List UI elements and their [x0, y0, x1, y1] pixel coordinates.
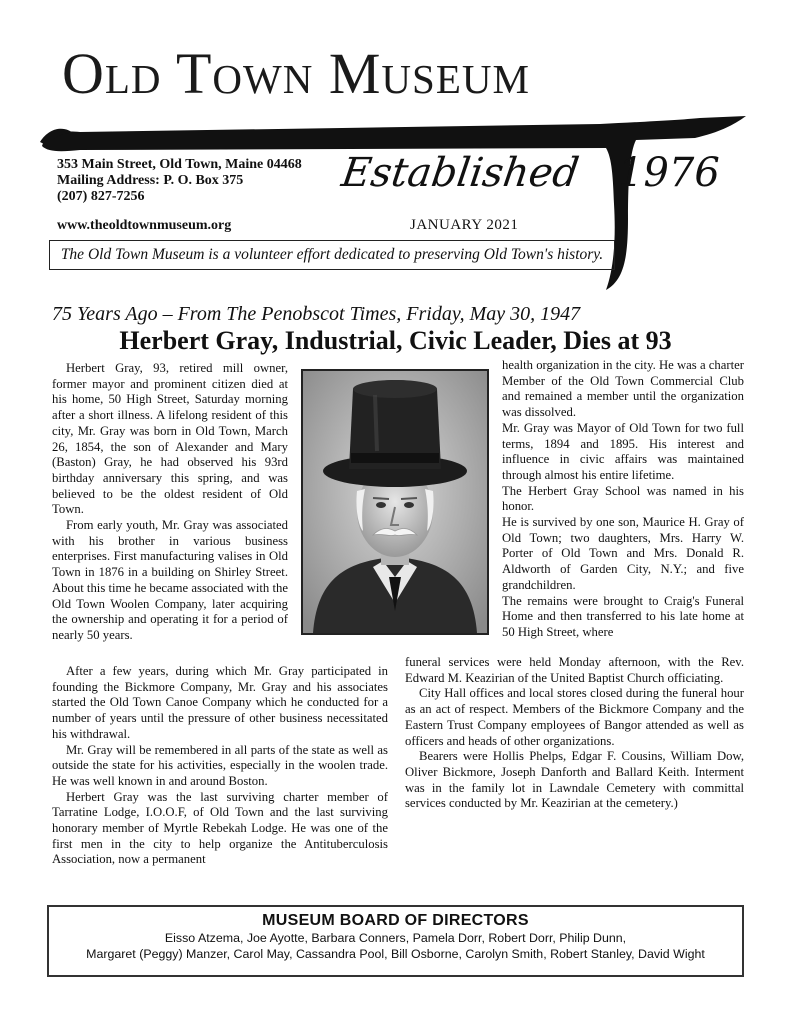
board-of-directors-box [47, 905, 744, 977]
website-link[interactable]: www.theoldtownmuseum.org [57, 218, 232, 233]
paragraph: Mr. Gray was Mayor of Old Town for two full terms, 1894 and 1895. His interest and influence in civic affairs was maintained through almost his entire lifetime. [502, 420, 744, 482]
article-column-left-bottom [52, 664, 388, 868]
masthead-title: Old Town Museum [62, 41, 530, 106]
portrait-photo [301, 369, 489, 635]
paragraph: From early youth, Mr. Gray was associated with his brother in various business enterprises. First manufacturing valises in Old Town in 1876 in a building on Shirley Street. About this time he became associated with the Old Town Woolen Company, later acquiring the ownership and operating it for a period of nearly 50 years. [52, 518, 288, 642]
established-year: 1976 [618, 150, 720, 196]
paragraph: He is survived by one son, Maurice H. Gray of Old Town; two daughters, Mrs. Harry W. Porter of Old Town and Mrs. Donald R. Aldworth of Garden City, N.Y.; and five grandchildren. [502, 515, 744, 592]
tagline: The Old Town Museum is a volunteer effort dedicated to preserving Old Town's history. [60, 246, 604, 263]
issue-date: JANUARY 2021 [410, 217, 519, 233]
tagline-box [49, 240, 615, 270]
article-headline: Herbert Gray, Industrial, Civic Leader, Dies at 93 [119, 326, 672, 355]
paragraph: funeral services were held Monday afternoon, with the Rev. Edward M. Keazirian of the United Baptist Church officiating. [405, 655, 744, 685]
paragraph: Mr. Gray will be remembered in all parts of the state as well as outside the state for his activities, especially in the woolen trade. He was well known in and around Boston. [52, 742, 388, 788]
board-title: MUSEUM BOARD OF DIRECTORS [262, 912, 529, 929]
paragraph: health organization in the city. He was a charter Member of the Old Town Commercial Club and remained a member until the organization was dissolved. [502, 358, 744, 420]
address-street: 353 Main Street, Old Town, Maine 04468 [57, 157, 302, 172]
paragraph: Herbert Gray was the last surviving charter member of Tarratine Lodge, I.O.O.F, of Old Town and the last surviving honorary member of Myrtle Rebekah Lodge. He was one of the first men in the city to help organize the Antituberculosis Association, now a permanent [52, 789, 388, 867]
paragraph: Herbert Gray, 93, retired mill owner, former mayor and prominent citizen died at his home, 50 High Street, Saturday morning after a short illness. A lifelong resident of this city, Mr. Gray was born in Old Town, March 26, 1854, the son of Alexander and Mary (Baston) Gray, he had observed his 93rd birthday anniversary this spring, and was believed to be the oldest resident of Old Town. [52, 361, 288, 517]
paragraph: The remains were brought to Craig's Funeral Home and then transferred to his late home at 50 High Street, where [502, 593, 744, 639]
established-label: Established [338, 150, 582, 196]
article-kicker: 75 Years Ago – From The Penobscot Times, Friday, May 30, 1947 [52, 303, 581, 325]
paragraph: Bearers were Hollis Phelps, Edgar F. Cousins, William Dow, Oliver Bickmore, Joseph Danforth and Ballard Keith. Interment was in the family lot in Lawndale Cemetery with committal services conducted by Mr. Keazirian at the cemetery.) [405, 749, 744, 811]
address-phone: (207) 827-7256 [57, 189, 145, 204]
paragraph: The Herbert Gray School was named in his honor. [502, 483, 744, 514]
board-members-line-2: Margaret (Peggy) Manzer, Carol May, Cassandra Pool, Bill Osborne, Carolyn Smith, Robert Stanley, David Wight [86, 947, 705, 961]
portrait-man-top-hat-icon [303, 371, 487, 633]
article-column-right-bottom [405, 655, 744, 812]
paragraph: After a few years, during which Mr. Gray participated in founding the Bickmore Company, Mr. Gray and his associates started the Old Town Canoe Company which he conducted for a number of years until the pressure of other business necessitated his withdrawal. [52, 664, 388, 741]
article-column-left-top [52, 361, 288, 644]
article-column-right-top [502, 358, 744, 641]
board-members-line-1: Eisso Atzema, Joe Ayotte, Barbara Conners, Pamela Dorr, Robert Dorr, Philip Dunn, [164, 931, 627, 945]
paragraph: City Hall offices and local stores closed during the funeral hour as an act of respect. Members of the Bickmore Company and the Eastern Trust Company employees of Bangor attended as well as officers and heads of other organizations. [405, 686, 744, 748]
address-mailing: Mailing Address: P. O. Box 375 [57, 173, 244, 188]
